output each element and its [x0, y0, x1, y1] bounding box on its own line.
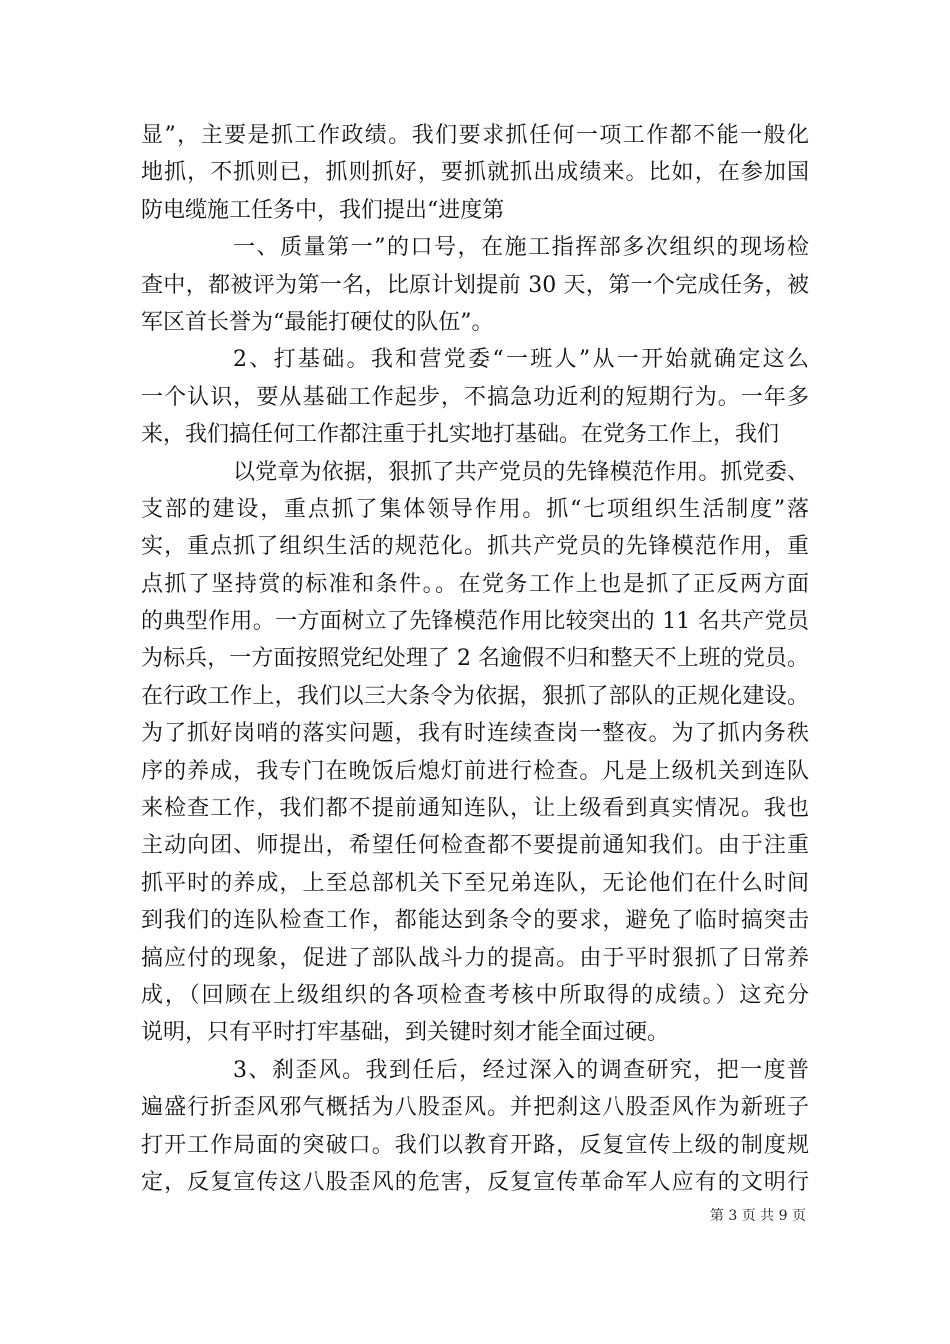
text-line: 3、刹歪风。我到任后，经过深入的调查研究，把一度普: [233, 1057, 809, 1083]
text-line: 来，我们搞任何工作都注重于扎实地打基础。在党务工作上，我们: [141, 422, 780, 448]
text-line: 搞应付的现象，促进了部队战斗力的提高。由于平时狠抓了日常养: [141, 945, 809, 971]
text-line: 打开工作局面的突破口。我们以教育开路，反复宣传上级的制度规: [141, 1132, 809, 1158]
text-line: 地抓，不抓则已，抓则抓好，要抓就抓出成绩来。比如，在参加国: [141, 160, 809, 186]
text-line: 成，（回顾在上级组织的各项检查考核中所取得的成绩。）这充分: [141, 982, 809, 1008]
text-line: 序的养成，我专门在晚饭后熄灯前进行检查。凡是上级机关到连队: [141, 758, 809, 784]
text-line: 实，重点抓了组织生活的规范化。抓共产党员的先锋模范作用，重: [141, 534, 809, 560]
text-line: 以党章为依据，狠抓了共产党员的先锋模范作用。抓党委、: [233, 459, 809, 485]
text-line: 为标兵，一方面按照党纪处理了 2 名逾假不归和整天不上班的党员。: [141, 646, 809, 672]
text-line: 遍盛行折歪风邪气概括为八股歪风。并把刹这八股歪风作为新班子: [141, 1095, 809, 1121]
text-line: 一个认识，要从基础工作起步，不搞急功近利的短期行为。一年多: [141, 384, 809, 410]
text-line: 点抓了坚持赏的标准和条件。。在党务工作上也是抓了正反两方面: [141, 571, 809, 597]
text-line: 抓平时的养成，上至总部机关下至兄弟连队，无论他们在什么时间: [141, 870, 809, 896]
text-line: 防电缆施工任务中，我们提出“进度第: [141, 197, 505, 223]
text-line: 显”，主要是抓工作政绩。我们要求抓任何一项工作都不能一般化: [141, 123, 809, 148]
text-line: 在行政工作上，我们以三大条令为依据，狠抓了部队的正规化建设。: [141, 683, 809, 709]
text-line: 一、质量第一”的口号，在施工指挥部多次组织的现场检: [233, 235, 809, 261]
page-number: 第 3 页 共 9 页: [709, 1208, 806, 1224]
text-line: 定，反复宣传这八股歪风的危害，反复宣传革命军人应有的文明行: [141, 1169, 809, 1195]
text-line: 说明，只有平时打牢基础，到关键时刻才能全面过硬。: [141, 1020, 670, 1046]
text-line: 的典型作用。一方面树立了先锋模范作用比较突出的 11 名共产党员: [141, 609, 809, 635]
text-line: 到我们的连队检查工作，都能达到条令的要求，避免了临时搞突击: [141, 908, 809, 934]
text-line: 来检查工作，我们都不提前通知连队，让上级看到真实情况。我也: [141, 796, 809, 822]
text-line: 支部的建设，重点抓了集体领导作用。抓“七项组织生活制度”落: [141, 496, 809, 522]
text-line: 主动向团、师提出，希望任何检查都不要提前通知我们。由于注重: [141, 833, 809, 859]
text-line: 2、打基础。我和营党委“一班人”从一开始就确定这么: [233, 347, 809, 373]
text-line: 为了抓好岗哨的落实问题，我有时连续查岗一整夜。为了抓内务秩: [141, 721, 809, 747]
document-body: [141, 117, 809, 1201]
text-line: 军区首长誉为“最能打硬仗的队伍”。: [141, 309, 494, 335]
text-line: 查中，都被评为第一名，比原计划提前 30 天，第一个完成任务，被: [141, 272, 809, 298]
